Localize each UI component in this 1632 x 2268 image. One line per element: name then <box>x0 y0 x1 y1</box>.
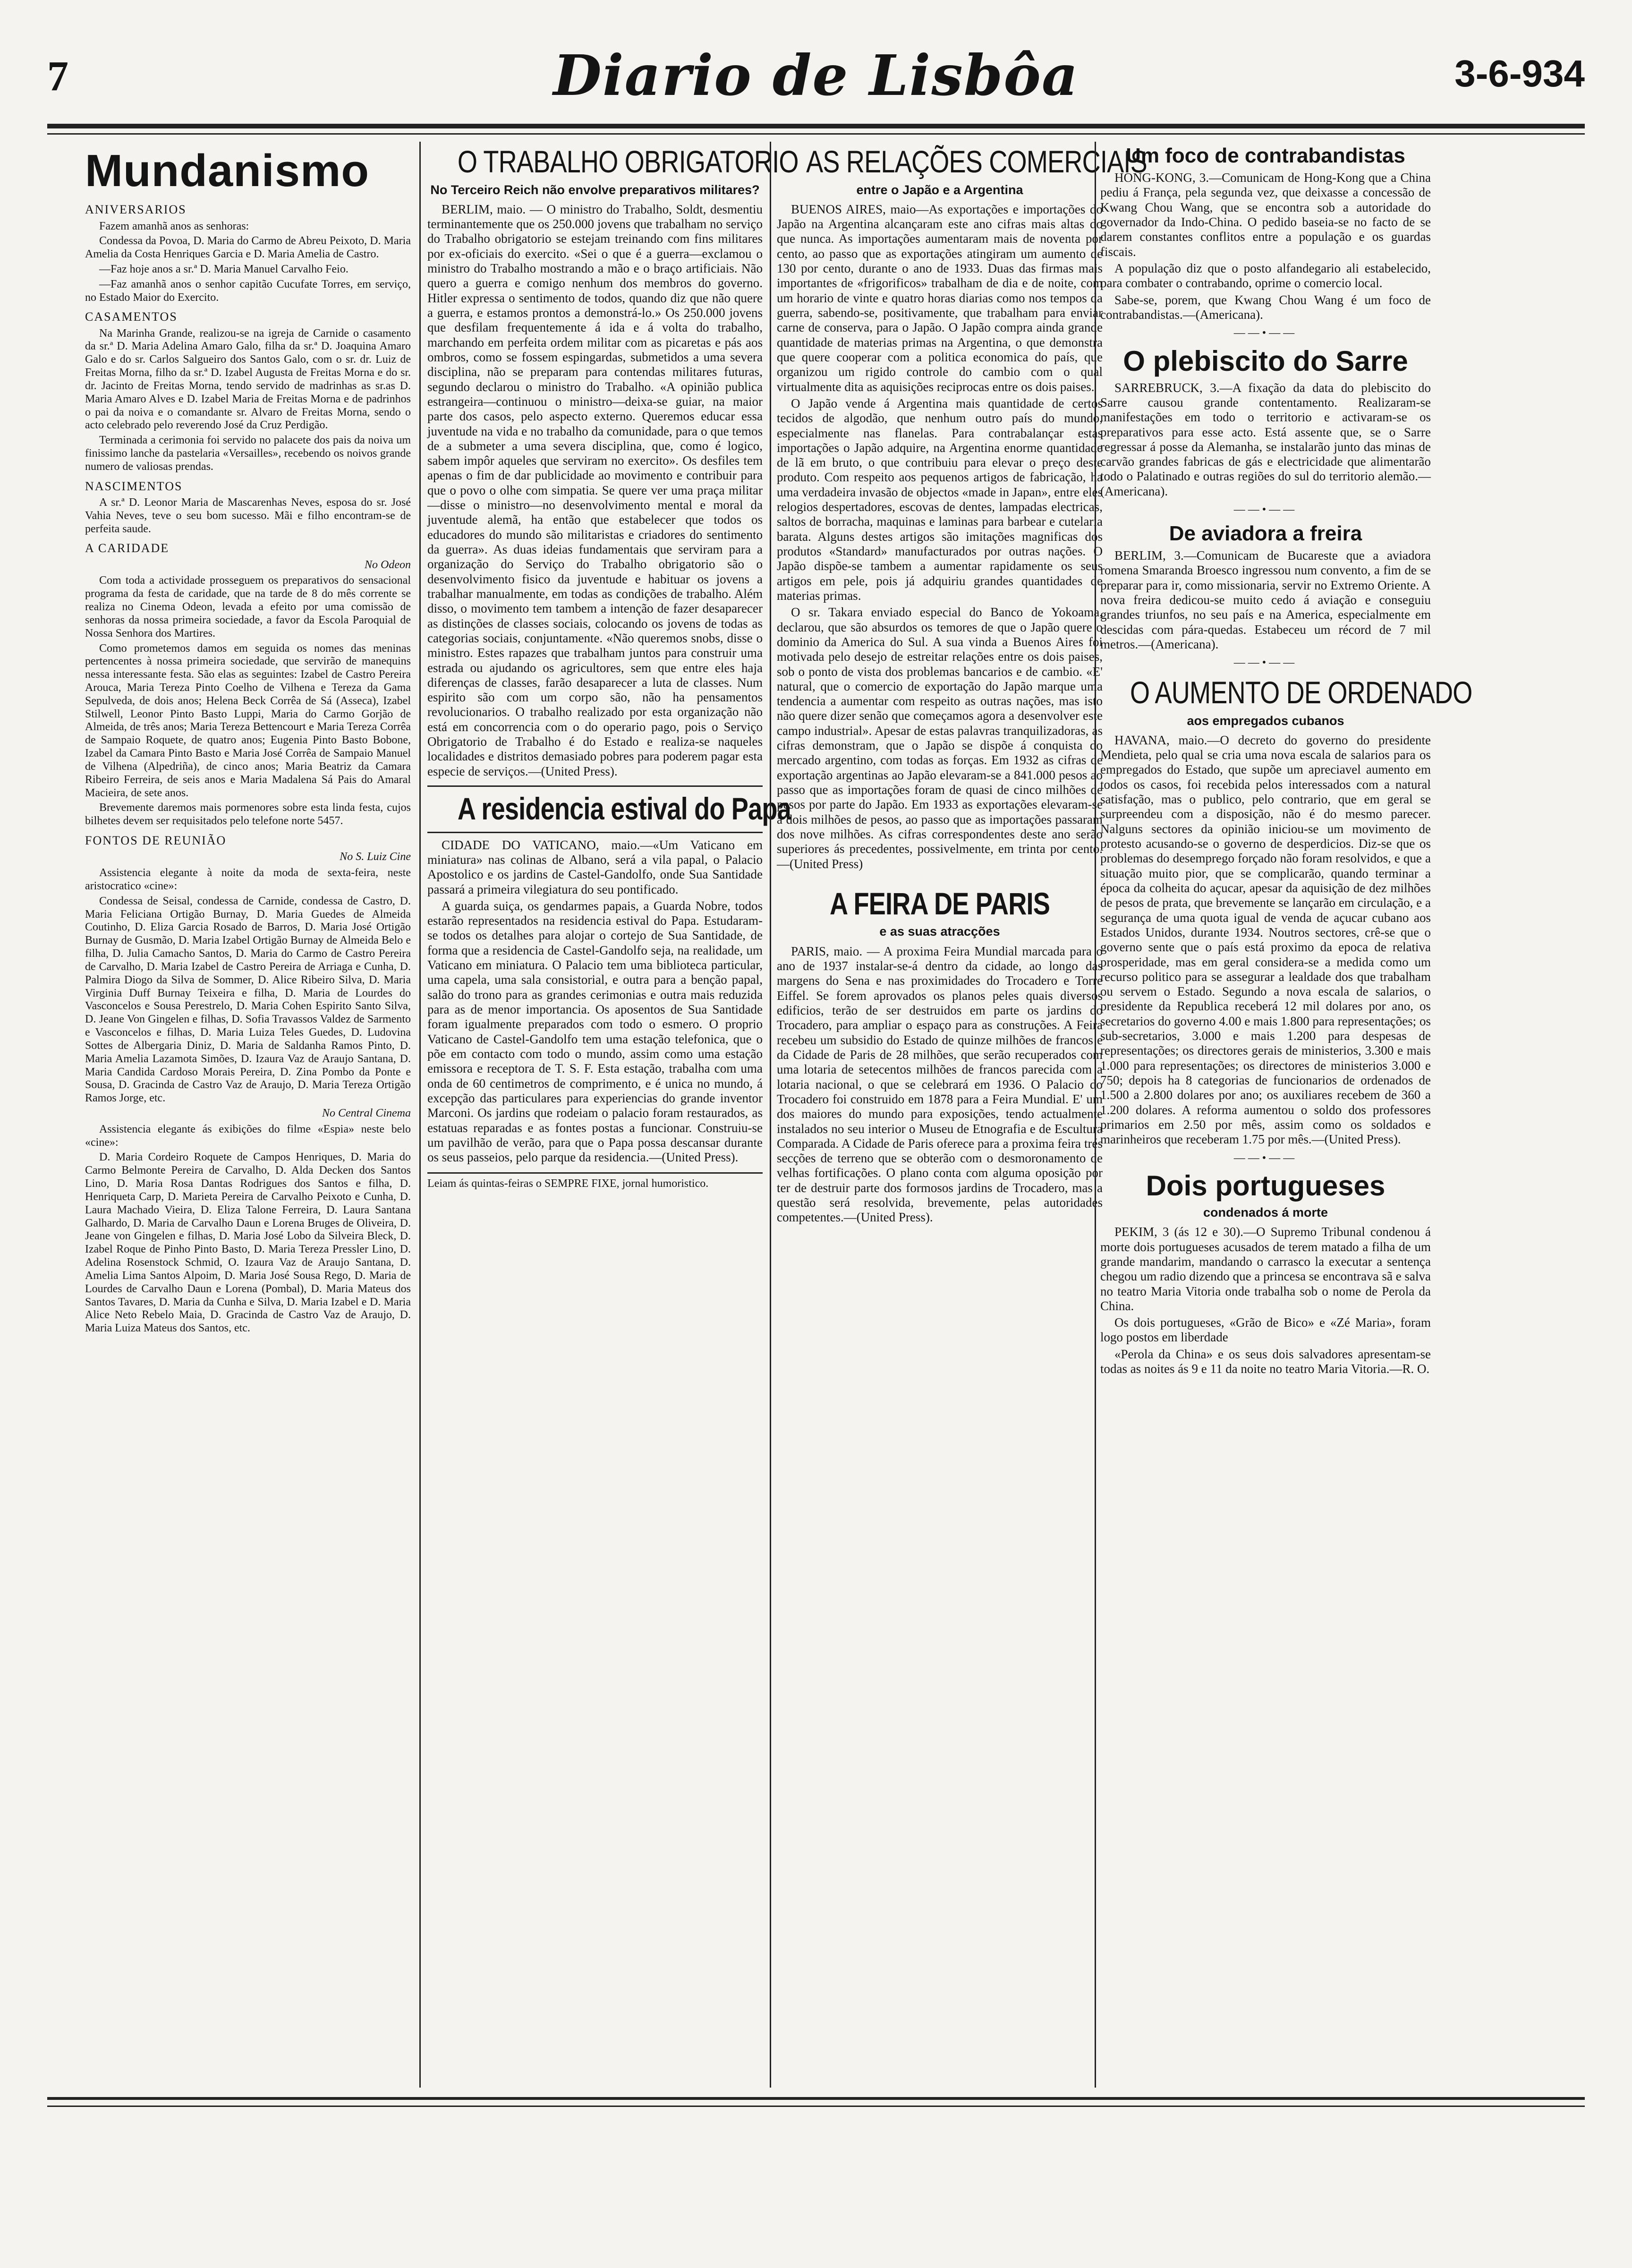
separator-icon: ——•—— <box>1233 327 1298 340</box>
paragraph: BUENOS AIRES, maio—As exportações e importações do Japão na Argentina alcançaram este ano cifras mais altas do que nunca. As importações aumentaram mais de noventa por cento, ao passo que as exportações atingiram um aumento de 130 por cento, durante o ano de 1933. Duas das firmas mais importantes de «frigorificos» trabalham de dia e de noite, com um horario de vinte e quatro horas diarias como nos tempos da guerra, sabendo-se, positivamente, que trabalham para enviar carne de conserva, para o Japão. O Japão compra ainda grande quantidade de materias primas na Argentina, o que demonstra que quere cooperar com a politica economica do país, que organizou um rigido controle do cambio com o qual virtualmente dita as aquisições reciprocas entre os dois paises. <box>777 202 1103 394</box>
headline: O plebiscito do Sarre <box>1123 345 1408 377</box>
venue-label: No Central Cinema <box>322 1107 411 1119</box>
separator-icon: ——•—— <box>1233 1151 1298 1164</box>
footer-rule <box>47 2097 1585 2100</box>
headline: A FEIRA DE PARIS <box>830 886 1050 921</box>
paragraph: —Faz amanhã anos o senhor capitão Cucufate Torres, em serviço, no Estado Maior do Exercito. <box>85 278 411 304</box>
subsection-heading: CASAMENTOS <box>85 310 178 324</box>
venue-label: No S. Luiz Cine <box>340 851 411 863</box>
headline: O TRABALHO OBRIGATORIO <box>457 144 799 179</box>
column-divider <box>1095 142 1096 2088</box>
paragraph: Como prometemos damos em seguida os nomes das meninas pertencentes à nossa primeira sociedade, que servirão de manequins nessa interessante festa. São elas as seguintes: Izabel de Castro Pereira Arouca, Maria Tereza Pinto Coelho de Vilhena e Tereza da Gama Sepulveda, de dois anos; Helena Beck Corrêa de Sá (Asseca), Izabel Stilwell, Leonor Pinto Basto Luppi, Maria do Carmo Gorjão de Almeida, de três anos; Maria Tereza Bettencourt e Maria Tereza Corrêa de Sampaio Roquete, de quatro anos; Eugenia Pinto Basto Bobone, Izabel da Camara Pinto Basto e Maria José Corrêa de Sampaio Manuel de Vilhena (Alpedriña), de cinco anos; Maria Beatriz da Camara Ribeiro Ferreira, de seis anos e Maria Madalena Sá Pais do Amaral Macieira, de sete anos. <box>85 642 411 799</box>
subsection-heading: NASCIMENTOS <box>85 479 183 493</box>
paragraph: —Faz hoje anos a sr.ª D. Maria Manuel Carvalho Feio. <box>99 263 348 275</box>
page-number: 7 <box>47 53 68 100</box>
paragraph: HAVANA, maio.—O decreto do governo do presidente Mendieta, pelo qual se cria uma nova escala de salarios para os empregados do Estado, que supõe um apreciavel aumento em todos os casos, foi recebida pelos interessados com a natural satisfação, mas o publico, pelo contrario, que em geral se surpreendeu com a disposição, não é do mesmo parecer. Nalguns sectores da opinião iniciou-se um movimento de protesto acusando-se o governo de desperdicios. Diz-se que os problemas do desemprego forçado não foram resolvidos, e que a situação muito pior, que se complicarão, quando terminar a época da colheita do açucar, apesar da aquisição de dez milhões de pesos de prata, que brevemente se lançarão em circulação, e a segurança de uma quota igual de venda de açucar cubano aos Estados Unidos, durante 1934. Noutros sectores, crê-se que o governo sente que o país está proximo da epoca de relativa prosperidade, mas em geral considera-se a medida como um recurso politico para se assegurar a lealdade dos que trabalham ou servem o Estado. Segundo a nova escala de salarios, o presidente da Republica receberá 12 mil dolares por ano, os secretarios do governo 4.00 e mais 1.800 para representações; os sub-secretarios, 3.000 e mais 1.200 para despesas de representações; os directores gerais de ministerios, 3.300 e mais 1.000 para representações; os directores de ministerios 3.000 e 750; depois ha 8 categorias de funcionarios de ordenados de 1.500 a 2.800 dolares por ano; os auxiliares recebem de 360 a 1.200 dolares. A reforma aumentou o soldo dos professores primarios em 2.50 por mês, assim como os soldados e marinheiros que receberam 1.75 por mês.—(United Press). <box>1100 733 1431 1147</box>
column-mundanismo <box>85 142 411 2088</box>
paragraph: Com toda a actividade prosseguem os preparativos do sensacional programa da festa de caridade, que na tarde de 8 do mês corrente se realiza no Cinema Odeon, levada a efeito por uma comissão de senhoras da nossa primeira sociedade, a favor da Escola Paroquial de Nossa Senhora dos Martires. <box>85 574 411 639</box>
paragraph: BERLIM, 3.—Comunicam de Bucareste que a aviadora romena Smaranda Broesco ingressou num convento, a fim de se preparar para ir, como missionaria, servir no Extremo Oriente. A nova freira dedicou-se muito cedo á aviação e conseguiu grandes triunfos, no seu país e na America, especialmente em descidas com pára-quedas. Estabeceu um récord de 7 mil metros.—(Americana). <box>1100 548 1431 651</box>
column-4 <box>1100 142 1472 2088</box>
paragraph: A guarda suiça, os gendarmes papais, a Guarda Nobre, todos estarão representados na residencia estival do Papa. Estudaram-se todos os detalhes para alojar o cortejo de Sua Santidade, de forma que a residencia de Castel-Gandolfo seja, na realidade, um Vaticano em miniatura. O Palacio tem uma biblioteca particular, uma capela, uma sala consistorial, e outra para a benção papal, salão do trono para as grandes cerimonias e outra mais reduzida para as de menor importancia. Os aposentos de Sua Santidade foram igualmente preparados com todo o esmero. O proprio Vaticano de Castel-Gandolfo tem uma estação telefonica, que o põe em contacto com todo o mundo, assim como uma estação emissora e receptora de T. S. F. Esta estação, trabalha com uma onda de 60 centimetros de comprimento, e é unica no mundo, á excepção das particulares para experiencias do grande inventor Marconi. Os jardins que rodeiam o palacio foram restaurados, as estatuas reparadas e as fontes postas a funcionar. Construiu-se um pavilhão de verão, para que o Papa possa descansar durante os seus passeios, pelo parque da residencia.—(United Press). <box>427 898 763 1165</box>
newspaper-title: Diario de Lisbôa <box>553 43 1079 108</box>
headline: AS RELAÇÕES COMERCIAIS <box>806 144 1147 179</box>
paragraph: Na Marinha Grande, realizou-se na igreja de Carnide o casamento da sr.ª D. Maria Adelina Amaro Galo, filha da sr.ª D. Joaquina Amaro Galo e do sr. Carlos Salgueiro dos Santos Galo, com o sr. dr. Luiz de Freitas Morna, filho da sr.ª D. Izabel Augusta de Freitas Morna e do sr. dr. Jacinto de Freitas Morna, tendo servido de madrinhas as sr.as D. Maria Amaro Alves e D. Izabel Maria de Freitas Morna e de padrinhos o pai da noiva e o comandante sr. Alvaro de Freitas Morna, sendo o acto celebrado pelo reverendo José da Cruz Perdigão. <box>85 327 411 432</box>
subsection-heading: ANIVERSARIOS <box>85 203 187 217</box>
paragraph: HONG-KONG, 3.—Comunicam de Hong-Kong que a China pediu á França, pela segunda vez, que deixasse a concessão de Kwang Chou Wang, que se encontra sob a autoridade do governador da Indo-China. O pedido baseia-se no facto de se darem constantes conflitos entre a população e os guardas fiscais. <box>1100 171 1431 259</box>
paragraph: PARIS, maio. — A proxima Feira Mundial marcada para o ano de 1937 instalar-se-á dentro da cidade, ao longo das margens do Sena e nas proximidades do Trocadero e Torre Eiffel. Se forem aprovados os planos peles quais diversos edificios, terão de ser destruidos em parte os jardins do Trocadero, para ampliar o espaço para as construções. A Feira recebeu um subsidio do Estado de quinze milhões de francos e da Cidade de Paris de 28 milhões, que serão recuperados com uma lotaria de setecentos milhões de francos parecida com a lotaria nacional, o que se celebrará em 1936. O Palacio do Trocadero foi construido em 1878 para a Feira Mundial. E' um dos maiores do mundo para exposições, tendo actualmente instalados no seu interior o Museu de Etnografia e de Escultura Comparada. A Cidade de Paris oferece para a proxima feira trés secções de terreno que se obterão com o desmoronamento de velhas fortificações. O plano conta com alguma oposição por ter de destruir parte dos formosos jardins de Trocadero, mas a questão será resolvida, brevemente, pelas autoridades competentes.—(United Press). <box>777 944 1103 1225</box>
footer-rule-thin <box>47 2106 1585 2107</box>
masthead <box>47 43 1585 113</box>
paragraph: Assistencia elegante ás exibições do filme «Espia» neste belo «cine»: <box>85 1123 411 1149</box>
separator-icon: ——•—— <box>1233 657 1298 669</box>
column-3 <box>777 142 1147 2088</box>
headline: A residencia estival do Papa <box>457 791 791 827</box>
subheadline: condenados á morte <box>1203 1205 1328 1219</box>
separator-icon: ——•—— <box>1233 503 1298 516</box>
subheadline: entre o Japão e a Argentina <box>856 182 1023 197</box>
section-title: Mundanismo <box>85 145 369 196</box>
paragraph: Condessa de Seisal, condessa de Carnide, condessa de Castro, D. Maria Feliciana Ortigão Burnay, D. Maria Guedes de Almeida Coutinho, D. Eliza Garcia Rosado de Barros, D. Maria José Ortigão Burnay de Gusmão, D. Maria Izabel Ortigão Burnay de Almeida Belo e filha, D. Julia Camacho Santos, D. Maria do Carmo de Castro Pereira de Carvalho, D. Maria Izabel de Castro Pereira de Arriaga e Cunha, D. Palmira Diogo da Silva de Sommer, D. Alice Ribeiro Silva, D. Maria Virginia Duff Burnay Teixeira e filha, D. Maria de Lourdes do Vasconcelos e Sousa Perestrelo, D. Maria Cohen Espirito Santo Silva, D. Jeane Von Gingelen e filhas, D. Sofia Travassos Valdez de Sarmento e Vasconcelos e filhas, D. Maria Luiza Teles Guedes, D. Ludovina Sottes de Albergaria Diniz, D. Maria de Saldanha Ramos Pinto, D. Maria Amelia Lazamota Simões, D. Izaura Vaz de Araujo Santana, D. Maria Candida Cardoso Morais Pereira, D. Zina Pombo da Ponte e Sousa, D. Gracinda de Castro Vaz de Araujo, D. Maria Tereza Ortigão Ramos Jorge, etc. <box>85 895 411 1105</box>
paragraph: Fazem amanhã anos as senhoras: <box>99 220 249 232</box>
masthead-rule <box>47 124 1585 128</box>
subheadline: e as suas atracções <box>879 924 1000 939</box>
column-divider <box>770 142 771 2088</box>
headline: De aviadora a freira <box>1169 521 1362 545</box>
paragraph: O Japão vende á Argentina mais quantidade de certos tecidos de algodão, que nenhum outro país do mundo, especialmente nas flanelas. Para contrabalançar estas importações o Japão adquire, na Argentina enorme quantidade de lã em bruto, o que contribuiu para elevar o preço deste produto. Com respeito aos pequenos artigos de fabricação, ha uma verdadeira invasão de objectos «made in Japan», entre eles relogios despertadores, escovas de dentes, lampadas electricas, saltos de borracha, maquinas e laminas para barbear e cutelaria barata. Alguns destes artigos são imitações magnificas dos produtos «Standard» manufacturados por outras nações. O Japão dispõe-se tambem a aumentar rapidamente os seus artigos em pele, pois já adquiriu grandes quantidades de materias primas. <box>777 396 1103 603</box>
issue-date: 3-6-934 <box>1454 52 1585 94</box>
paragraph: D. Maria Cordeiro Roquete de Campos Henriques, D. Maria do Carmo Belmonte Pereira de Carvalho, D. Alda Decken dos Santos Lino, D. Maria Rosa Dantas Rodrigues dos Santos e filha, D. Henriqueta Carp, D. Marieta Pereira de Carvalho Peixoto e Cunha, D. Laura Machado Vieira, D. Eliza Talone Ferreira, D. Laura Santana Galhardo, D. Maria de Carvalho Daun e Lorena Bruges de Oliveira, D. Jeane von Gingelen e filhas, D. Maria José Lobo da Silveira Bleck, D. Izabel Roque de Pinho Pinto Basto, D. Maria Tereza Pressler Lino, D. Adelina Rosenstock Schmid, O. Izaura Vaz de Araujo Santana, D. Amelia Lima Santos Alpoim, D. Maria José Sousa Rego, D. Maria de Lourdes de Carvalho Daun e Lorena (Pombal), D. Maria Mateus dos Santos Tavares, D. Maria da Cunha e Silva, D. Maria Izabel e D. Maria Alice Neto Rebelo Maia, D. Gracinda de Castro Vaz de Araujo, D. Maria Luiza Mateus dos Santos, etc. <box>85 1151 411 1335</box>
paragraph: Brevemente daremos mais pormenores sobre esta linda festa, cujos bilhetes devem ser requisitados pelo telefone norte 5457. <box>85 801 411 827</box>
headline: Um foco de contrabandistas <box>1126 144 1405 167</box>
paragraph: SARREBRUCK, 3.—A fixação da data do plebiscito do Sarre causou grande contentamento. Realizaram-se manifestações em todo o territorio e activaram-se os preparativos para esse acto. Está assente que, se o Sarre regressar á posse da Alemanha, se instalarão junto das minas de carvão grandes fabricas de gás e electricidade que alimentarão todo o Palatinado e outras regiões do sul do territorio alemão.—(Americana). <box>1100 380 1431 498</box>
column-2 <box>427 142 799 2088</box>
advertisement-note: Leiam ás quintas-feiras o SEMPRE FIXE, jornal humoristico. <box>427 1172 763 1191</box>
subsection-heading: FONTOS DE REUNIÃO <box>85 834 227 848</box>
subheadline: aos empregados cubanos <box>1187 713 1344 728</box>
paragraph: Os dois portugueses, «Grão de Bico» e «Zé Maria», foram logo postos em liberdade <box>1100 1315 1431 1345</box>
paragraph: Condessa da Povoa, D. Maria do Carmo de Abreu Peixoto, D. Maria Amelia da Costa Henriques Garcia e D. Maria Amelia de Castro. <box>85 235 411 261</box>
paragraph: BERLIM, maio. — O ministro do Trabalho, Soldt, desmentiu terminantemente que os 250.000 jovens que trabalham no serviço do Trabalho obrigatorio se estejam treinando com fins militares por ex-oficiais do exercito. «Sei o que é a guerra—exclamou o ministro do Trabalho mostrando a mão e o braço artificiais. Não quero a guerra e comigo nenhum dos membros do governo. Hitler expressa o sentimento de todos, quando diz que não quere a guerra, e estamos prontos a demonstrá-lo.» Os 250.000 jovens que desfilam frequentemente á ida e á volta do trabalho, marchando em perfeita ordem militar com as picaretas e pás aos ombros, como se fossem espingardas, submetidos a uma severa disciplina, não se preparam para contendas militares futuras, segundo declarou o ministro do Trabalho. «A opinião publica estrangeira—continuou o ministro—deixa-se guiar, na maior parte dos casos, pelo aspecto externo. Queremos educar essa juventude na vida e no trabalho da comunidade, para o que temos de a submeter a uma severa disciplina, que, como é logico, sabem impôr aqueles que serviram no exercito». Os desfiles tem apenas o fim de dar publicidade ao movimento e contribuir para que o povo o olhe com simpatia. Se quere ver uma praça militar—disse o ministro—no desenvolvimento mental e moral da juventude alemã, ha então que estabelecer que todos os educadores do mundo são militaristas e criadores do sentimento da guerra». As duas ideias fundamentais que serviram para a organização do Serviço do Trabalho obrigatorio são o desenvolvimento fisico da juventude e habituar os jovens a trabalhar manualmente, em todas as condições de trabalho. Além disso, o movimento tem tambem a intenção de fazer desaparecer as distinções de classes sociais, colocando os jovens de todas as categorias sociais, conjuntamente. «Não queremos snobs, disse o ministro. Estes rapazes que trabalham juntos para construir uma estrada ou ajudando os agricultores, sem que entre eles haja diferenças de classes, farão desaparecer a luta de classes. Num espirito são com um corpo são, não ha pensamentos revolucionarios. O trabalho realizado por esta organização não está em concorrencia com o do operario pago, pois o Serviço Obrigatorio de Trabalho é do Estado e realiza-se naqueles localidades e distritos demasiado pobres para poderem pagar esta especie de serviços.—(United Press). <box>427 202 763 778</box>
paragraph: A sr.ª D. Leonor Maria de Mascarenhas Neves, esposa do sr. José Vahia Neves, teve o seu bom sucesso. Mãi e filho encontram-se de perfeita saude. <box>85 496 411 535</box>
paragraph: Sabe-se, porem, que Kwang Chou Wang é um foco de contrabandistas.—(Americana). <box>1100 292 1431 322</box>
paragraph: Terminada a cerimonia foi servido no palacete dos pais da noiva um finissimo lanche da pastelaria «Versailles», recebendo os noivos grande numero de valiosas prendas. <box>85 434 411 473</box>
paragraph: A população diz que o posto alfandegario ali estabelecido, para combater o contrabando, oprime o comercio local. <box>1100 261 1431 290</box>
venue-label: No Odeon <box>365 558 411 571</box>
paragraph: Assistencia elegante à noite da moda de sexta-feira, neste aristocratico «cine»: <box>85 867 411 892</box>
paragraph: «Perola da China» e os seus dois salvadores apresentam-se todas as noites ás 9 e 11 da noite no teatro Maria Vitoria.—R. O. <box>1100 1347 1431 1376</box>
paragraph: PEKIM, 3 (ás 12 e 30).—O Supremo Tribunal condenou á morte dois portugueses acusados de terem matado a filha de um grande mandarim, mandando o carrasco la executar a sentença chegou um radio dizendo que a princesa se encontrava sã e salva no teatro Maria Vitoria onde trabalha sob o nome de Perola da China. <box>1100 1225 1431 1313</box>
headline: O AUMENTO DE ORDENADO <box>1130 674 1472 710</box>
subheadline: No Terceiro Reich não envolve preparativos militares? <box>430 182 760 197</box>
subsection-heading: A CARIDADE <box>85 541 170 555</box>
column-divider <box>419 142 421 2088</box>
paragraph: O sr. Takara enviado especial do Banco de Yokoama, declarou, que são absurdos os temores de que o Japão quere o dominio da America do Sul. A sua vinda a Buenos Aires foi motivada pelo desejo de estreitar relações entre os dois paises, sob o ponto de vista dos problemas bancarios e de cambio. «E' natural, que o comercio de exportação do Japão marque uma tendencia a aumentar com respeito as outras nações, mas isto não quere dizer senão que começamos agora a desenvolver este campo industrial». Apesar de estas palavras tranquilizadoras, as cifras demonstram, que o Japão se dispõe á conquista do mercado argentino, com todas as forças. Em 1932 as cifras de exportação argentinas ao Japão elevaram-se a 841.000 pesos ao passo que as importações foram de quasi de cinco milhões de pesos por parte do Japão. Em 1933 as exportações elevaram-se a dois milhões de pesos, ao passo que as importações passaram dos nove milhões. As cifras correspondentes deste ano serão superiores ás precedentes, possivelmente, em trinta por cento.—(United Press) <box>777 605 1103 871</box>
masthead-rule-thin <box>47 133 1585 135</box>
headline: Dois portugueses <box>1146 1170 1386 1202</box>
paragraph: CIDADE DO VATICANO, maio.—«Um Vaticano em miniatura» nas colinas de Albano, será a vila papal, o Palacio Apostolico e os jardins de Castel-Gandolfo, onde Sua Santidade passará a primeira vilegiatura do seu pontificado. <box>427 837 763 896</box>
